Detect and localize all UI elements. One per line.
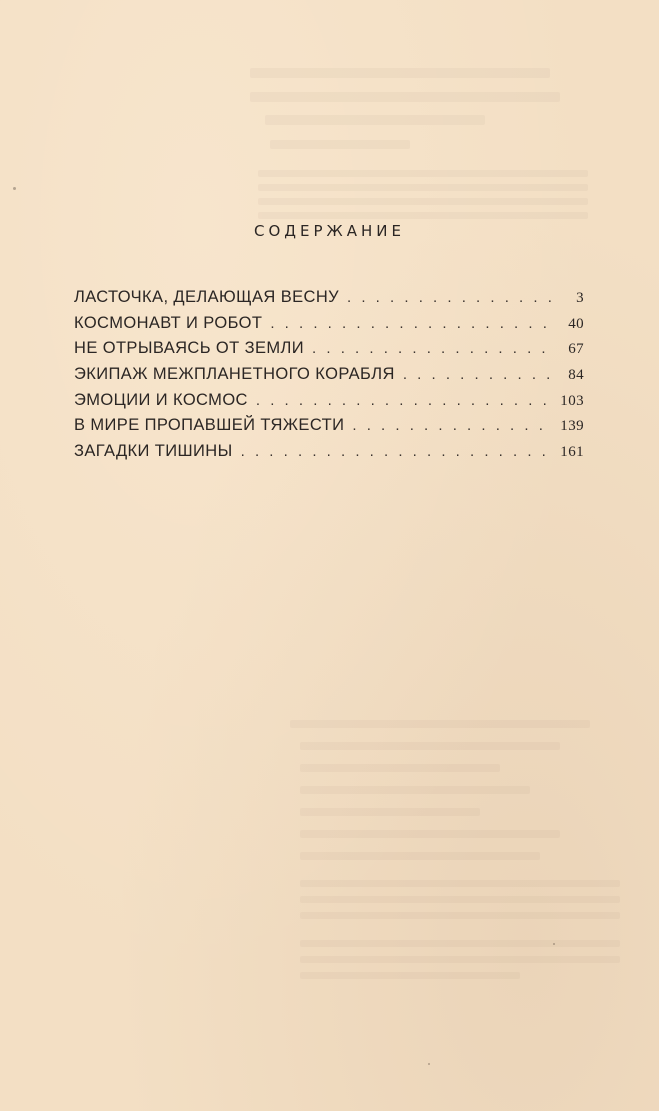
- toc-entry: [74, 391, 584, 417]
- toc-entry-page-number: 161: [560, 444, 584, 461]
- toc-entry: [74, 416, 584, 442]
- toc-entry-title: ЛАСТОЧКА, ДЕЛАЮЩАЯ ВЕСНУ: [74, 288, 340, 306]
- dot-leader: [241, 443, 552, 460]
- toc-entry-title: КОСМОНАВТ И РОБОТ: [74, 313, 263, 332]
- toc-entry-title: ЭМОЦИИ И КОСМОС: [74, 390, 248, 409]
- show-through-block-bottom: [300, 742, 560, 750]
- paper-speck: [13, 187, 16, 190]
- show-through-block-bottom: [300, 764, 500, 772]
- dot-leader: [352, 417, 552, 434]
- toc-entry-page-number: 67: [568, 341, 584, 358]
- toc-entry-title: НЕ ОТРЫВАЯСЬ ОТ ЗЕМЛИ: [74, 339, 305, 358]
- show-through-block-top: [258, 184, 588, 191]
- toc-entry: [74, 314, 584, 340]
- show-through-block-bottom: [300, 896, 620, 903]
- toc-entry: [74, 288, 584, 314]
- page-title: СОДЕРЖАНИЕ: [254, 222, 405, 240]
- show-through-block-top: [258, 198, 588, 205]
- dot-leader: [403, 366, 552, 383]
- paper-speck: [553, 943, 555, 945]
- show-through-block-bottom: [290, 720, 590, 728]
- toc-entry: [74, 365, 584, 391]
- toc-entry-page-number: 40: [568, 315, 584, 332]
- toc-entry: [74, 339, 584, 365]
- show-through-block-bottom: [300, 912, 620, 919]
- show-through-block-top: [250, 92, 560, 102]
- show-through-block-bottom: [300, 940, 620, 947]
- toc-entry-page-number: 84: [568, 367, 584, 384]
- show-through-block-bottom: [300, 786, 530, 794]
- toc-entry-title: В МИРЕ ПРОПАВШЕЙ ТЯЖЕСТИ: [74, 416, 345, 435]
- dot-leader: [347, 289, 552, 306]
- show-through-block-top: [265, 115, 485, 125]
- toc-entry-title: ЗАГАДКИ ТИШИНЫ: [74, 442, 233, 461]
- toc-entry: [74, 442, 584, 468]
- dot-leader: [256, 392, 552, 409]
- show-through-block-bottom: [300, 830, 560, 838]
- show-through-block-top: [258, 170, 588, 177]
- show-through-block-top: [270, 140, 410, 149]
- show-through-block-bottom: [300, 956, 620, 963]
- dot-leader: [312, 340, 552, 357]
- toc-entry-page-number: 139: [560, 418, 584, 435]
- show-through-block-bottom: [300, 972, 520, 979]
- show-through-block-top: [258, 212, 588, 219]
- table-of-contents: [74, 288, 584, 468]
- toc-entry-title: ЭКИПАЖ МЕЖПЛАНЕТНОГО КОРАБЛЯ: [74, 365, 395, 384]
- show-through-block-bottom: [300, 808, 480, 816]
- paper-speck: [428, 1063, 430, 1065]
- toc-entry-page-number: 3: [576, 290, 584, 306]
- dot-leader: [270, 315, 552, 332]
- show-through-block-bottom: [300, 880, 620, 887]
- toc-entry-page-number: 103: [560, 392, 584, 409]
- show-through-block-top: [250, 68, 550, 78]
- show-through-block-bottom: [300, 852, 540, 860]
